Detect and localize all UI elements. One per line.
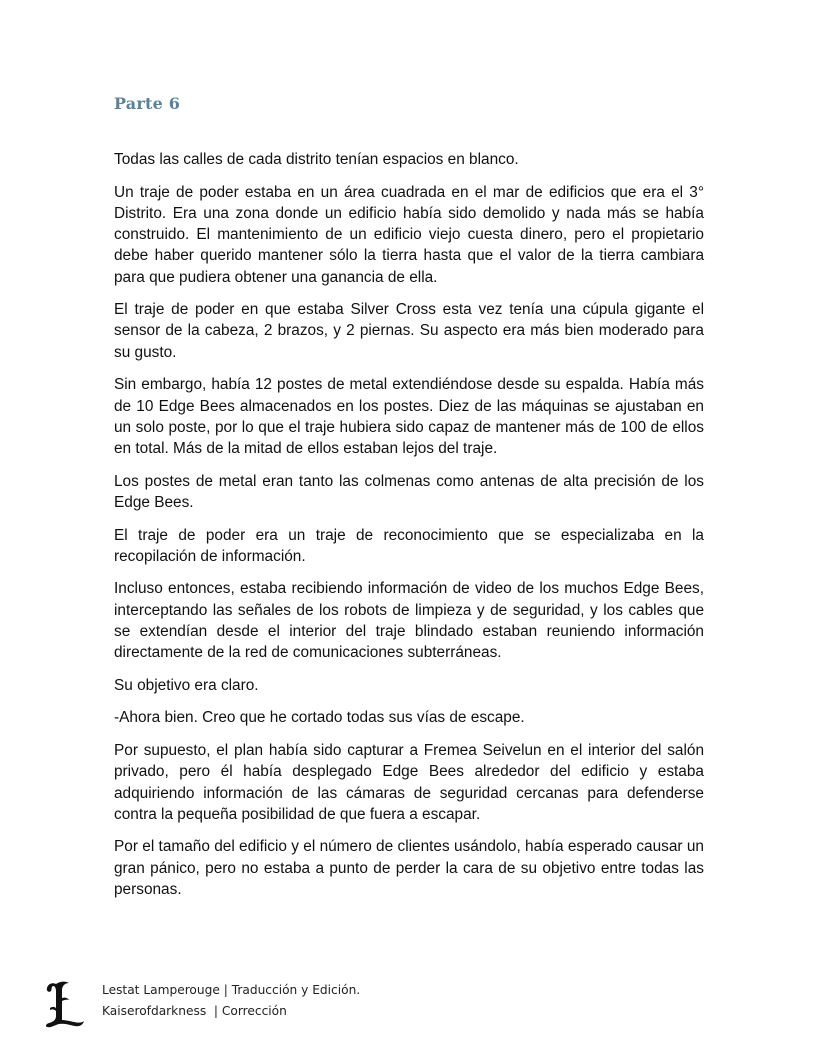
paragraph: Su objetivo era claro.: [114, 676, 259, 694]
paragraph: Los postes de metal eran tanto las colmenas como antenas de alta precisión de los Edge Bees.: [114, 472, 704, 511]
paragraph: El traje de poder en que estaba Silver Cross esta vez tenía una cúpula gigante el sensor de la cabeza, 2 brazos, y 2 piernas. Su aspecto era más bien moderado para su gusto.: [114, 301, 704, 361]
paragraph: El traje de poder era un traje de reconocimiento que se especializaba en la recopilación de información.: [114, 526, 704, 565]
paragraph: Todas las calles de cada distrito tenían espacios en blanco.: [114, 151, 519, 168]
paragraph: -Ahora bien. Creo que he cortado todas sus vías de escape.: [114, 709, 525, 727]
gothic-l-logo-icon: [42, 978, 86, 1030]
credits: [102, 980, 360, 1022]
page-footer: [40, 978, 440, 1038]
page-body: [114, 94, 704, 912]
paragraph: Por supuesto, el plan había sido capturar a Fremea Seivelun en el interior del salón privado, pero él había desplegado Edge Bees alrededor del edificio y estaba adquiriendo información de las cámaras de seguridad cercanas para defenderse contra la pequeña posibilidad de que fuera a escapar.: [114, 742, 704, 823]
paragraph: Por el tamaño del edificio y el número de clientes usándolo, había esperado causar un gran pánico, pero no estaba a punto de perder la cara de su objetivo entre todas las personas.: [114, 838, 704, 898]
paragraph: Incluso entonces, estaba recibiendo información de video de los muchos Edge Bees, interceptando las señales de los robots de limpieza y de seguridad, y los cables que se extendían desde el interior del traje blindado estaban reuniendo información directamente de la red de comunicaciones subterráneas.: [114, 580, 704, 662]
paragraph: Un traje de poder estaba en un área cuadrada en el mar de edificios que era el 3° Distrito. Era una zona donde un edificio había sido demolido y nada más se había construido. El mantenimiento de un edificio viejo cuesta dinero, pero el propietario debe haber querido mantener sólo la tierra hasta que el valor de la tierra cambiara para que pudiera obtener una ganancia de ella.: [114, 183, 704, 286]
page-title: Parte 6: [114, 94, 181, 113]
paragraph: Sin embargo, había 12 postes de metal extendiéndose desde su espalda. Había más de 10 Edge Bees almacenados en los postes. Diez de las máquinas se ajustaban en un solo poste, por lo que el traje hubiera sido capaz de mantener más de 100 de ellos en total. Más de la mitad de ellos estaban lejos del traje.: [114, 376, 704, 457]
credit-translation: Lestat Lamperouge | Traducción y Edición.: [102, 983, 361, 997]
credit-correction: Kaiserofdarkness | Corrección: [102, 1004, 287, 1018]
